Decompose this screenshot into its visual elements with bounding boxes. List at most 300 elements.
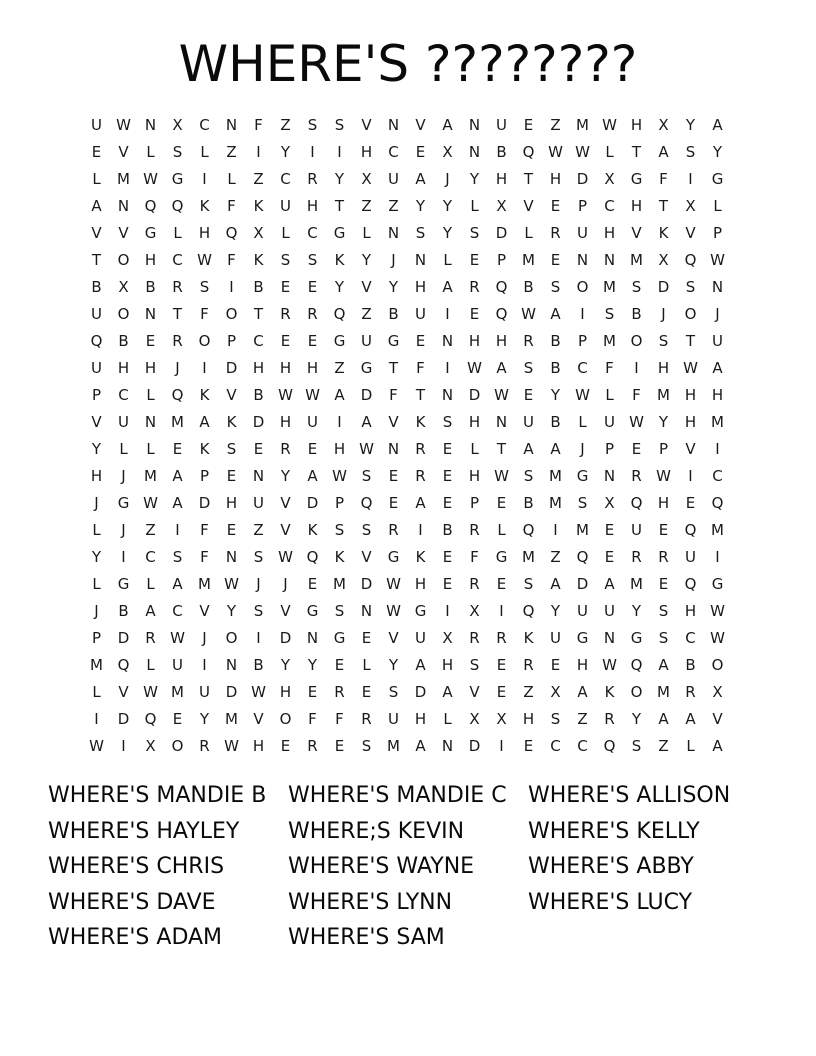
grid-cell: U [523, 413, 534, 431]
grid-cell: U [253, 494, 264, 512]
grid-cell: G [144, 224, 157, 242]
grid-cell: Q [360, 494, 373, 512]
grid-cell: Y [307, 656, 318, 674]
grid-cell: F [605, 359, 614, 377]
grid-cell: A [658, 143, 669, 161]
grid-cell: A [199, 413, 210, 431]
grid-cell: G [576, 629, 589, 647]
grid-cell: A [685, 710, 696, 728]
grid-cell: O [117, 305, 130, 323]
grid-cell: W [494, 467, 509, 485]
grid-cell: C [118, 386, 129, 404]
grid-cell: V [91, 413, 102, 431]
grid-cell: V [523, 197, 534, 215]
grid-cell: U [685, 548, 696, 566]
grid-cell: I [553, 521, 558, 539]
grid-cell: W [251, 683, 266, 701]
grid-cell: V [469, 683, 480, 701]
grid-cell: Z [226, 143, 237, 161]
grid-cell: N [603, 629, 616, 647]
grid-cell: H [252, 359, 265, 377]
grid-cell: M [630, 575, 643, 593]
grid-cell: E [280, 278, 291, 296]
grid-cell: L [92, 683, 101, 701]
grid-cell: Z [550, 548, 561, 566]
grid-cell: X [712, 683, 723, 701]
grid-cell: K [199, 197, 210, 215]
grid-cell: Y [361, 251, 372, 269]
grid-cell: A [712, 737, 723, 755]
grid-cell: Z [388, 197, 399, 215]
grid-cell: H [414, 575, 427, 593]
grid-cell: H [603, 224, 616, 242]
grid-row [83, 625, 733, 652]
grid-cell: R [415, 467, 426, 485]
grid-cell: E [550, 251, 561, 269]
grid-cell: U [415, 629, 426, 647]
grid-row [83, 598, 733, 625]
grid-cell: E [334, 737, 345, 755]
word-list [48, 778, 788, 956]
grid-cell: S [685, 278, 696, 296]
grid-cell: E [496, 494, 507, 512]
grid-cell: W [467, 359, 482, 377]
grid-cell: A [712, 359, 723, 377]
grid-cell: L [578, 413, 587, 431]
grid-cell: E [361, 683, 372, 701]
word-list-item: WHERE'S ALLISON [528, 783, 731, 808]
grid-cell: M [171, 683, 184, 701]
grid-cell: A [550, 575, 561, 593]
grid-cell: S [334, 521, 345, 539]
grid-cell: V [685, 440, 696, 458]
grid-cell: H [468, 332, 481, 350]
grid-cell: U [91, 116, 102, 134]
grid-cell: U [712, 332, 723, 350]
grid-row [83, 166, 733, 193]
grid-cell: T [415, 386, 426, 404]
grid-cell: Z [253, 170, 264, 188]
grid-cell: W [386, 602, 401, 620]
word-list-item: WHERE'S MANDIE C [288, 783, 507, 808]
grid-cell: H [306, 359, 319, 377]
grid-cell: O [171, 737, 184, 755]
grid-cell: Y [415, 197, 426, 215]
grid-cell: N [360, 602, 373, 620]
grid-cell: U [415, 305, 426, 323]
grid-cell: H [252, 737, 265, 755]
grid-cell: D [495, 224, 508, 242]
grid-cell: G [495, 548, 508, 566]
grid-cell: N [468, 116, 481, 134]
grid-cell: U [118, 413, 129, 431]
grid-cell: Q [90, 332, 103, 350]
grid-cell: V [118, 683, 129, 701]
grid-cell: R [145, 629, 156, 647]
grid-cell: A [442, 116, 453, 134]
grid-cell: X [658, 251, 669, 269]
grid-cell: A [523, 440, 534, 458]
grid-cell: N [711, 278, 724, 296]
grid-cell: K [199, 386, 210, 404]
grid-cell: K [253, 197, 264, 215]
grid-cell: I [715, 440, 720, 458]
grid-cell: L [443, 251, 452, 269]
grid-cell: T [91, 251, 102, 269]
grid-cell: L [200, 143, 209, 161]
grid-cell: Z [658, 737, 669, 755]
grid-cell: Y [91, 440, 102, 458]
grid-cell: M [522, 548, 535, 566]
grid-cell: Q [630, 494, 643, 512]
grid-cell: N [144, 116, 157, 134]
grid-cell: T [658, 197, 669, 215]
grid-cell: N [603, 251, 616, 269]
grid-cell: J [715, 305, 720, 323]
grid-cell: I [715, 548, 720, 566]
grid-cell: C [172, 251, 183, 269]
grid-cell: V [361, 116, 372, 134]
grid-cell: U [631, 521, 642, 539]
grid-cell: V [415, 116, 426, 134]
grid-cell: N [468, 143, 481, 161]
grid-cell: X [550, 683, 561, 701]
grid-cell: A [550, 440, 561, 458]
grid-cell: I [202, 656, 207, 674]
grid-cell: R [307, 170, 318, 188]
grid-cell: D [576, 170, 589, 188]
word-list-item: WHERE'S WAYNE [288, 854, 475, 879]
grid-cell: M [198, 575, 211, 593]
grid-cell: U [388, 170, 399, 188]
grid-cell: A [442, 683, 453, 701]
grid-cell: H [657, 359, 670, 377]
grid-cell: L [146, 575, 155, 593]
grid-cell: H [468, 413, 481, 431]
grid-cell: S [658, 629, 669, 647]
grid-cell: W [116, 116, 131, 134]
grid-cell: D [306, 494, 319, 512]
grid-cell: B [253, 278, 264, 296]
grid-cell: F [416, 359, 425, 377]
grid-cell: I [256, 629, 261, 647]
grid-cell: B [631, 305, 642, 323]
grid-cell: B [253, 656, 264, 674]
word-list-item: WHERE'S LYNN [288, 889, 453, 915]
grid-cell: N [441, 386, 454, 404]
grid-cell: Q [117, 656, 130, 674]
grid-row [83, 490, 733, 517]
grid-cell: N [387, 116, 400, 134]
grid-cell: D [468, 737, 481, 755]
grid-cell: J [121, 521, 126, 539]
grid-cell: B [253, 386, 264, 404]
grid-row [83, 112, 733, 139]
grid-cell: H [279, 359, 292, 377]
grid-cell: E [91, 143, 102, 161]
grid-cell: A [658, 656, 669, 674]
grid-cell: H [522, 710, 535, 728]
grid-cell: H [279, 683, 292, 701]
grid-cell: H [441, 656, 454, 674]
grid-row [83, 679, 733, 706]
grid-cell: I [175, 521, 180, 539]
grid-cell: O [279, 710, 292, 728]
grid-cell: D [360, 575, 373, 593]
grid-cell: E [226, 467, 237, 485]
grid-cell: U [388, 710, 399, 728]
grid-cell: H [306, 197, 319, 215]
grid-cell: E [496, 656, 507, 674]
grid-cell: W [494, 386, 509, 404]
grid-cell: E [631, 440, 642, 458]
grid-cell: S [253, 548, 264, 566]
grid-cell: U [577, 602, 588, 620]
grid-cell: U [361, 332, 372, 350]
grid-cell: S [523, 467, 534, 485]
grid-cell: A [442, 278, 453, 296]
grid-cell: E [469, 305, 480, 323]
grid-cell: S [361, 467, 372, 485]
grid-cell: K [604, 683, 615, 701]
grid-cell: Q [522, 143, 535, 161]
grid-cell: E [280, 332, 291, 350]
grid-cell: W [710, 629, 725, 647]
grid-cell: H [495, 170, 508, 188]
grid-cell: Y [550, 386, 561, 404]
grid-cell: C [280, 170, 291, 188]
grid-cell: A [172, 494, 183, 512]
grid-cell: E [523, 386, 534, 404]
grid-cell: W [602, 656, 617, 674]
grid-cell: F [632, 386, 641, 404]
grid-cell: I [499, 602, 504, 620]
grid-cell: N [576, 251, 589, 269]
grid-row [83, 247, 733, 274]
grid-cell: R [334, 683, 345, 701]
grid-cell: V [712, 710, 723, 728]
grid-cell: H [684, 413, 697, 431]
grid-cell: F [308, 710, 317, 728]
grid-cell: P [496, 251, 507, 269]
grid-cell: Q [711, 494, 724, 512]
grid-cell: L [92, 575, 101, 593]
grid-cell: D [198, 494, 211, 512]
grid-cell: L [470, 440, 479, 458]
grid-cell: H [684, 602, 697, 620]
grid-cell: A [496, 359, 507, 377]
grid-cell: X [469, 602, 480, 620]
grid-cell: W [602, 116, 617, 134]
grid-cell: Q [495, 278, 508, 296]
grid-cell: Q [630, 656, 643, 674]
grid-cell: X [604, 494, 615, 512]
grid-cell: C [388, 143, 399, 161]
grid-cell: S [658, 602, 669, 620]
grid-cell: C [604, 197, 615, 215]
grid-cell: A [712, 116, 723, 134]
grid-cell: H [360, 143, 373, 161]
grid-cell: S [523, 359, 534, 377]
grid-cell: M [576, 521, 589, 539]
grid-cell: P [577, 197, 588, 215]
grid-cell: B [442, 521, 453, 539]
grid-cell: G [333, 332, 346, 350]
grid-cell: S [280, 251, 291, 269]
grid-cell: D [225, 683, 238, 701]
grid-cell: F [200, 521, 209, 539]
grid-cell: I [94, 710, 99, 728]
grid-cell: H [117, 359, 130, 377]
word-list-item: WHERE'S ABBY [528, 854, 694, 879]
grid-cell: Q [144, 197, 157, 215]
grid-cell: H [684, 386, 697, 404]
grid-cell: H [414, 278, 427, 296]
grid-cell: S [577, 494, 588, 512]
grid-cell: E [442, 548, 453, 566]
grid-cell: S [604, 305, 615, 323]
grid-cell: K [415, 413, 426, 431]
grid-cell: M [603, 332, 616, 350]
grid-cell: R [280, 305, 291, 323]
grid-cell: I [121, 548, 126, 566]
grid-cell: J [175, 359, 180, 377]
grid-cell: J [580, 440, 585, 458]
grid-row [83, 706, 733, 733]
grid-cell: W [521, 305, 536, 323]
grid-cell: E [658, 575, 669, 593]
grid-cell: U [307, 413, 318, 431]
grid-cell: D [117, 629, 130, 647]
grid-cell: J [202, 629, 207, 647]
grid-cell: W [548, 143, 563, 161]
grid-cell: M [333, 575, 346, 593]
grid-cell: R [172, 278, 183, 296]
grid-cell: R [469, 575, 480, 593]
grid-cell: I [418, 521, 423, 539]
grid-cell: R [631, 548, 642, 566]
grid-cell: E [226, 521, 237, 539]
grid-cell: S [307, 116, 318, 134]
grid-cell: H [225, 494, 238, 512]
grid-cell: M [711, 521, 724, 539]
grid-cell: W [278, 548, 293, 566]
grid-cell: T [496, 440, 507, 458]
grid-cell: K [253, 251, 264, 269]
grid-cell: L [146, 440, 155, 458]
grid-cell: G [414, 602, 427, 620]
grid-cell: S [631, 278, 642, 296]
grid-cell: O [630, 332, 643, 350]
grid-cell: C [145, 548, 156, 566]
grid-cell: U [550, 629, 561, 647]
grid-cell: N [225, 548, 238, 566]
grid-cell: Y [685, 116, 696, 134]
grid-row [83, 355, 733, 382]
grid-cell: Z [253, 521, 264, 539]
grid-cell: H [711, 386, 724, 404]
grid-cell: C [253, 332, 264, 350]
grid-cell: G [117, 575, 130, 593]
grid-cell: E [307, 332, 318, 350]
grid-cell: L [92, 521, 101, 539]
grid-cell: Z [280, 116, 291, 134]
grid-cell: Q [225, 224, 238, 242]
grid-cell: I [310, 143, 315, 161]
grid-cell: P [577, 332, 588, 350]
page-title: WHERE'S ???????? [178, 35, 638, 93]
grid-cell: K [658, 224, 669, 242]
grid-cell: A [415, 656, 426, 674]
grid-cell: W [575, 386, 590, 404]
grid-cell: Z [334, 359, 345, 377]
grid-cell: I [445, 305, 450, 323]
grid-row [83, 220, 733, 247]
grid-cell: J [94, 494, 99, 512]
grid-cell: O [198, 332, 211, 350]
grid-cell: V [280, 494, 291, 512]
grid-cell: E [307, 683, 318, 701]
grid-cell: H [549, 170, 562, 188]
grid-cell: F [227, 197, 236, 215]
grid-cell: E [550, 197, 561, 215]
grid-cell: I [445, 359, 450, 377]
grid-cell: P [199, 467, 210, 485]
grid-cell: K [415, 548, 426, 566]
grid-cell: M [657, 683, 670, 701]
grid-cell: R [415, 440, 426, 458]
grid-cell: R [523, 332, 534, 350]
grid-cell: O [225, 305, 238, 323]
grid-cell: W [224, 575, 239, 593]
grid-cell: Y [199, 710, 210, 728]
grid-cell: N [225, 116, 238, 134]
grid-cell: N [252, 467, 265, 485]
grid-cell: P [604, 440, 615, 458]
grid-cell: T [253, 305, 264, 323]
grid-row [83, 652, 733, 679]
grid-cell: D [279, 629, 292, 647]
grid-cell: R [172, 332, 183, 350]
word-list-item: WHERE'S HAYLEY [48, 818, 240, 844]
grid-cell: E [604, 548, 615, 566]
grid-cell: F [200, 305, 209, 323]
grid-cell: R [658, 548, 669, 566]
grid-row [83, 301, 733, 328]
grid-cell: K [523, 629, 534, 647]
grid-cell: N [144, 305, 157, 323]
grid-cell: Y [658, 413, 669, 431]
grid-cell: M [522, 251, 535, 269]
grid-cell: A [172, 467, 183, 485]
grid-cell: E [172, 440, 183, 458]
grid-cell: A [577, 683, 588, 701]
grid-cell: S [334, 602, 345, 620]
grid-cell: E [415, 332, 426, 350]
grid-cell: A [415, 170, 426, 188]
grid-cell: W [143, 494, 158, 512]
grid-cell: K [307, 521, 318, 539]
grid-cell: G [306, 602, 319, 620]
grid-cell: Y [280, 467, 291, 485]
grid-cell: S [361, 737, 372, 755]
grid-cell: R [280, 440, 291, 458]
grid-cell: G [360, 359, 373, 377]
grid-row [83, 517, 733, 544]
grid-cell: E [280, 737, 291, 755]
grid-cell: M [144, 467, 157, 485]
grid-cell: K [334, 548, 345, 566]
